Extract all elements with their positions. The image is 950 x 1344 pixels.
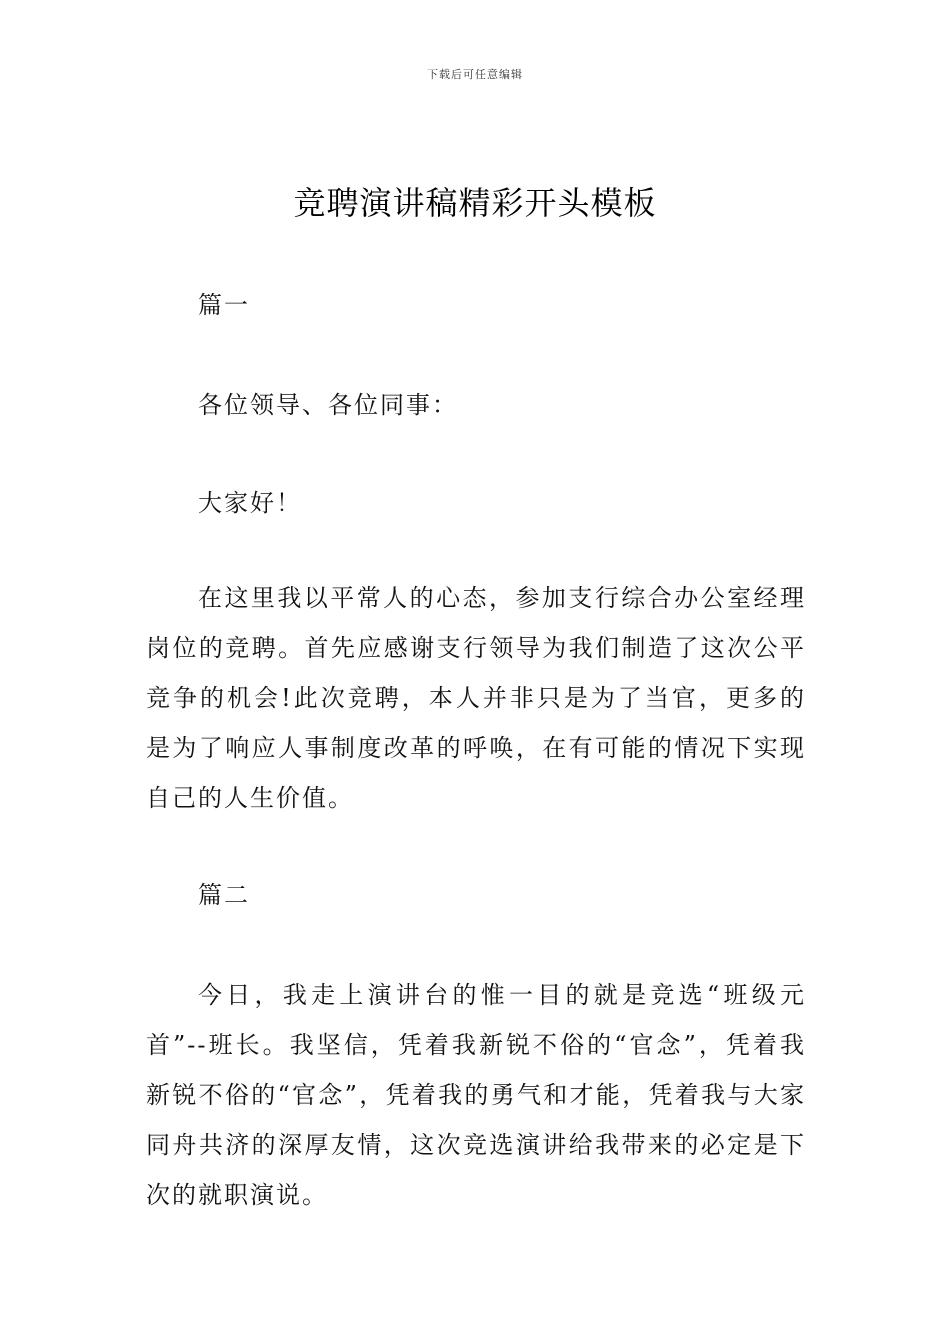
greeting: 大家好！	[198, 489, 302, 517]
section-label-2: 篇二	[198, 881, 250, 909]
document-title: 竞聘演讲稿精彩开头模板	[293, 184, 657, 222]
paragraph-1: 在这里我以平常人的心态，参加支行综合办公室经理岗位的竞聘。首先应感谢支行领导为我们制造了这次公平竞争的机会!此次竞聘，本人并非只是为了当官，更多的是为了响应人事制度改革的呼唤，在有可能的情况下实现自己的人生价值。	[146, 584, 806, 812]
header-note: 下载后可任意编辑	[427, 68, 523, 81]
salutation: 各位领导、各位同事：	[198, 391, 458, 419]
paragraph-2: 今日，我走上演讲台的惟一目的就是竞选“班级元首”--班长。我坚信，凭着我新锐不俗的“官念”，凭着我新锐不俗的“官念”，凭着我的勇气和才能，凭着我与大家同舟共济的深厚友情，这次竞选演讲给我带来的必定是下次的就职演说。	[146, 981, 806, 1209]
section-label-1: 篇一	[198, 291, 250, 319]
